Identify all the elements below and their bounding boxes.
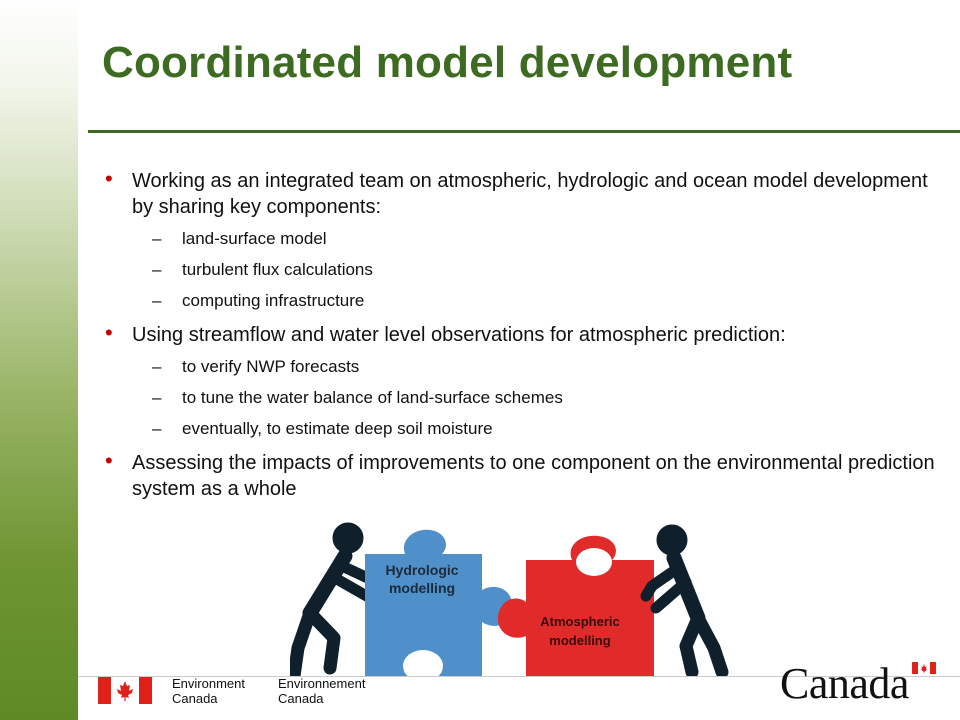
bullet-list [102,168,952,508]
bullet-item [102,322,952,348]
dash-icon: – [152,357,162,376]
slide-title: Coordinated model development [102,38,793,87]
sub-item-text: land-surface model [182,229,327,248]
atmospheric-puzzle-piece [498,536,654,676]
dash-icon: – [152,419,162,438]
atmospheric-label-line2: modelling [549,633,611,648]
puzzle-illustration-svg [290,518,740,676]
org-name-french [278,676,365,706]
sub-item-text: to tune the water balance of land-surface schemes [182,388,563,407]
canada-flag-icon [98,677,152,704]
sub-item-text: turbulent flux calculations [182,260,373,279]
sub-item [102,388,952,408]
bullet-dot-icon: • [105,166,113,191]
atmospheric-label-line1: Atmospheric [540,614,620,629]
bullet-dot-icon: • [105,320,113,345]
side-gradient-bar [0,0,78,720]
sub-item [102,419,952,439]
dash-icon: – [152,388,162,407]
hydrologic-puzzle-piece [365,530,512,676]
org-fr-line1: Environnement [278,676,366,691]
puzzle-notch-icon [576,548,612,576]
bullet-item [102,168,952,220]
title-divider [88,130,960,133]
hydrologic-label-line1: Hydrologic [385,562,459,578]
bullet-text: Using streamflow and water level observations for atmospheric prediction: [132,324,786,346]
sub-item [102,357,952,377]
dash-icon: – [152,260,162,279]
bullet-text: Working as an integrated team on atmospheric, hydrologic and ocean model development by sharing key components: [132,170,928,218]
org-en-line1: Environment [172,676,245,691]
sub-item [102,291,952,311]
sub-item-text: eventually, to estimate deep soil moisture [182,419,493,438]
dash-icon: – [152,291,162,310]
bullet-item [102,450,952,502]
org-name-english [172,676,245,706]
right-figure-icon [646,525,722,672]
dash-icon: – [152,229,162,248]
org-en-line2: Canada [172,691,218,706]
puzzle-illustration [290,518,740,676]
sub-item [102,229,952,249]
wordmark-flag-icon [912,662,936,674]
org-fr-line2: Canada [278,691,324,706]
canada-wordmark: Canada [780,659,909,708]
bullet-text: Assessing the impacts of improvements to one component on the environmental prediction system as a whole [132,452,935,500]
sub-item-text: to verify NWP forecasts [182,357,360,376]
bullet-dot-icon: • [105,448,113,473]
sub-item [102,260,952,280]
hydrologic-label-line2: modelling [388,580,456,596]
sub-item-text: computing infrastructure [182,291,365,310]
